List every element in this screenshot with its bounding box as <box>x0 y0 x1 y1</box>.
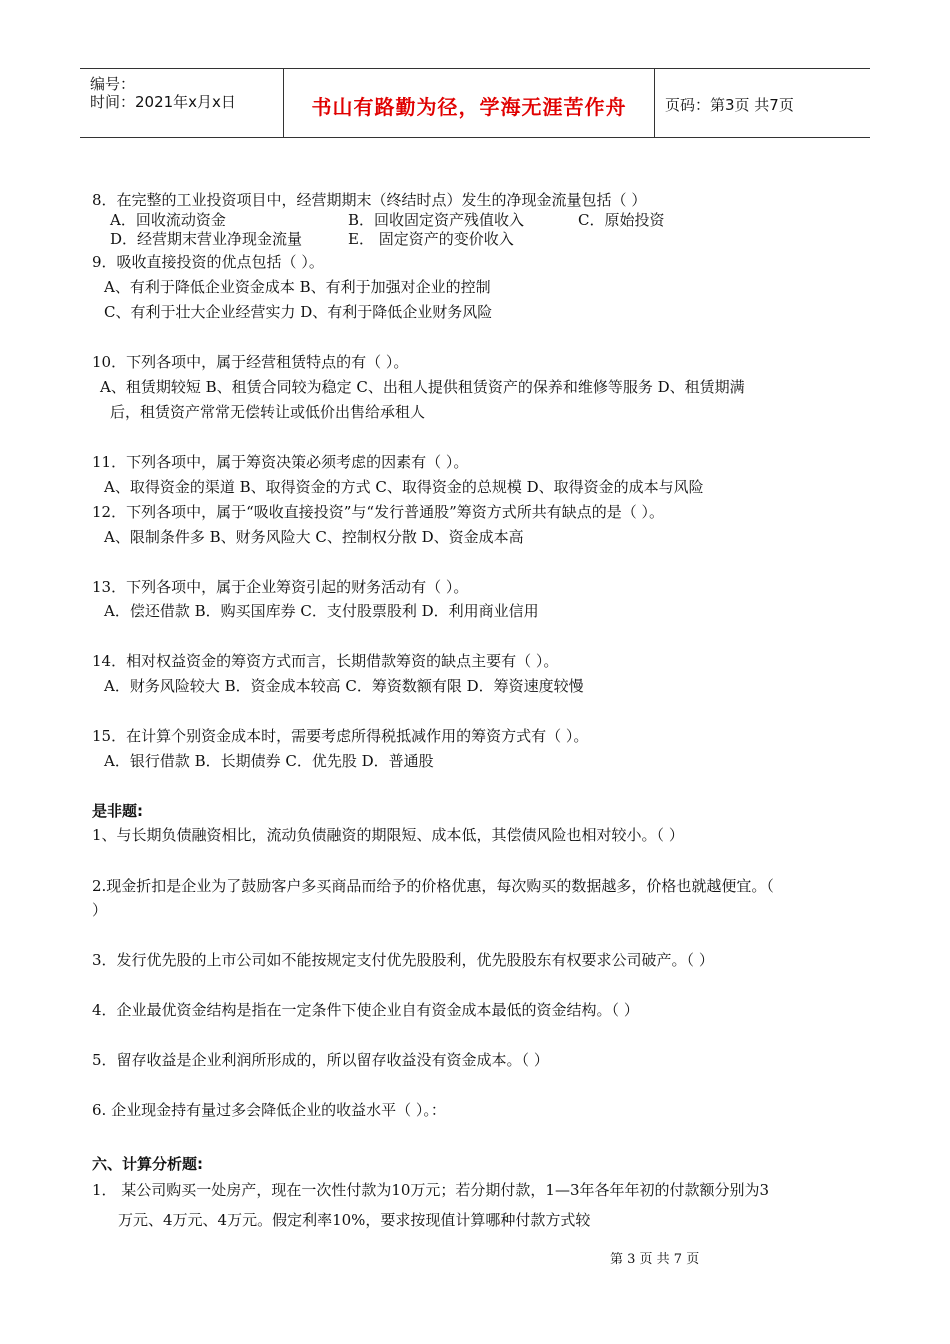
question-10-options-line-1: A、租赁期较短 B、租赁合同较为稳定 C、出租人提供租赁资产的保养和维修等服务 D、租赁期满 <box>100 378 745 396</box>
header-right-cell <box>655 69 870 137</box>
question-10-stem: 10．下列各项中，属于经营租赁特点的有（ ）。 <box>92 353 409 371</box>
header-motto: 书山有路勤为径，学海无涯苦作舟 <box>311 95 627 119</box>
question-15-options: A．银行借款 B．长期债券 C．优先股 D．普通股 <box>104 752 434 770</box>
question-8-option-d: D．经营期末营业净现金流量 <box>110 230 303 248</box>
header-middle-cell <box>284 69 655 137</box>
calc-question-1-line-2: 万元、4万元、4万元。假定利率10%，要求按现值计算哪种付款方式较 <box>118 1211 591 1229</box>
question-14-options: A．财务风险较大 B．资金成本较高 C．筹资数额有限 D．筹资速度较慢 <box>104 677 584 695</box>
question-14-stem: 14．相对权益资金的筹资方式而言，长期借款筹资的缺点主要有（ ）。 <box>92 652 559 670</box>
header-page-info: 页码：第3页 共7页 <box>665 96 794 114</box>
document-date: 时间：2021年x月x日 <box>90 93 236 111</box>
question-9-options-line-2: C、有利于壮大企业经营实力 D、有利于降低企业财务风险 <box>104 303 493 321</box>
true-false-item-4: 4．企业最优资金结构是指在一定条件下使企业自有资金成本最低的资金结构。（ ） <box>92 1001 639 1019</box>
question-11-options: A、取得资金的渠道 B、取得资金的方式 C、取得资金的总规模 D、取得资金的成本与风险 <box>104 478 704 496</box>
question-10-options-line-2: 后，租赁资产常常无偿转让或低价出售给承租人 <box>110 403 426 421</box>
question-9-options-line-1: A、有利于降低企业资金成本 B、有利于加强对企业的控制 <box>104 278 491 296</box>
question-11-stem: 11．下列各项中，属于筹资决策必须考虑的因素有（ ）。 <box>92 453 469 471</box>
question-13-stem: 13．下列各项中，属于企业筹资引起的财务活动有（ ）。 <box>92 578 469 596</box>
question-8-option-b: B．回收固定资产残值收入 <box>348 211 525 229</box>
true-false-item-5: 5．留存收益是企业利润所形成的，所以留存收益没有资金成本。（ ） <box>92 1051 549 1069</box>
question-8-option-e: E． 固定资产的变价收入 <box>348 230 514 248</box>
true-false-item-6: 6. 企业现金持有量过多会降低企业的收益水平（ ）。： <box>92 1101 446 1119</box>
true-false-item-2: 2.现金折扣是企业为了鼓励客户多买商品而给予的价格优惠，每次购买的数据越多，价格也就越便宜。（ <box>92 877 774 895</box>
true-false-item-1: 1、与长期负债融资相比，流动负债融资的期限短、成本低，其偿债风险也相对较小。（ ） <box>92 826 684 844</box>
question-12-options: A、限制条件多 B、财务风险大 C、控制权分散 D、资金成本高 <box>104 528 524 546</box>
question-9-stem: 9．吸收直接投资的优点包括（ ）。 <box>92 253 324 271</box>
header-left-cell <box>80 69 284 137</box>
question-13-options: A．偿还借款 B．购买国库券 C．支付股票股利 D．利用商业信用 <box>104 602 539 620</box>
page-header <box>80 68 870 138</box>
document-number-label: 编号： <box>90 75 136 93</box>
question-12-stem: 12．下列各项中，属于“吸收直接投资”与“发行普通股”筹资方式所共有缺点的是（ ）。 <box>92 503 665 521</box>
question-8-option-c: C．原始投资 <box>578 211 665 229</box>
question-15-stem: 15．在计算个别资金成本时，需要考虑所得税抵减作用的筹资方式有（ ）。 <box>92 727 589 745</box>
true-false-title: 是非题: <box>92 802 143 820</box>
true-false-item-3: 3．发行优先股的上市公司如不能按规定支付优先股股利，优先股股东有权要求公司破产。（ ） <box>92 951 714 969</box>
true-false-item-2-continued: ） <box>92 901 108 919</box>
calc-question-1-line-1: 1． 某公司购买一处房产，现在一次性付款为10万元；若分期付款，1—3年各年年初的付款额分别为3 <box>92 1181 770 1199</box>
page-footer: 第 3 页 共 7 页 <box>610 1252 700 1267</box>
question-8-option-a: A．回收流动资金 <box>110 211 226 229</box>
calc-section-title: 六、计算分析题: <box>92 1155 203 1173</box>
question-8-stem: 8．在完整的工业投资项目中，经营期期末（终结时点）发生的净现金流量包括（ ） <box>92 191 647 209</box>
